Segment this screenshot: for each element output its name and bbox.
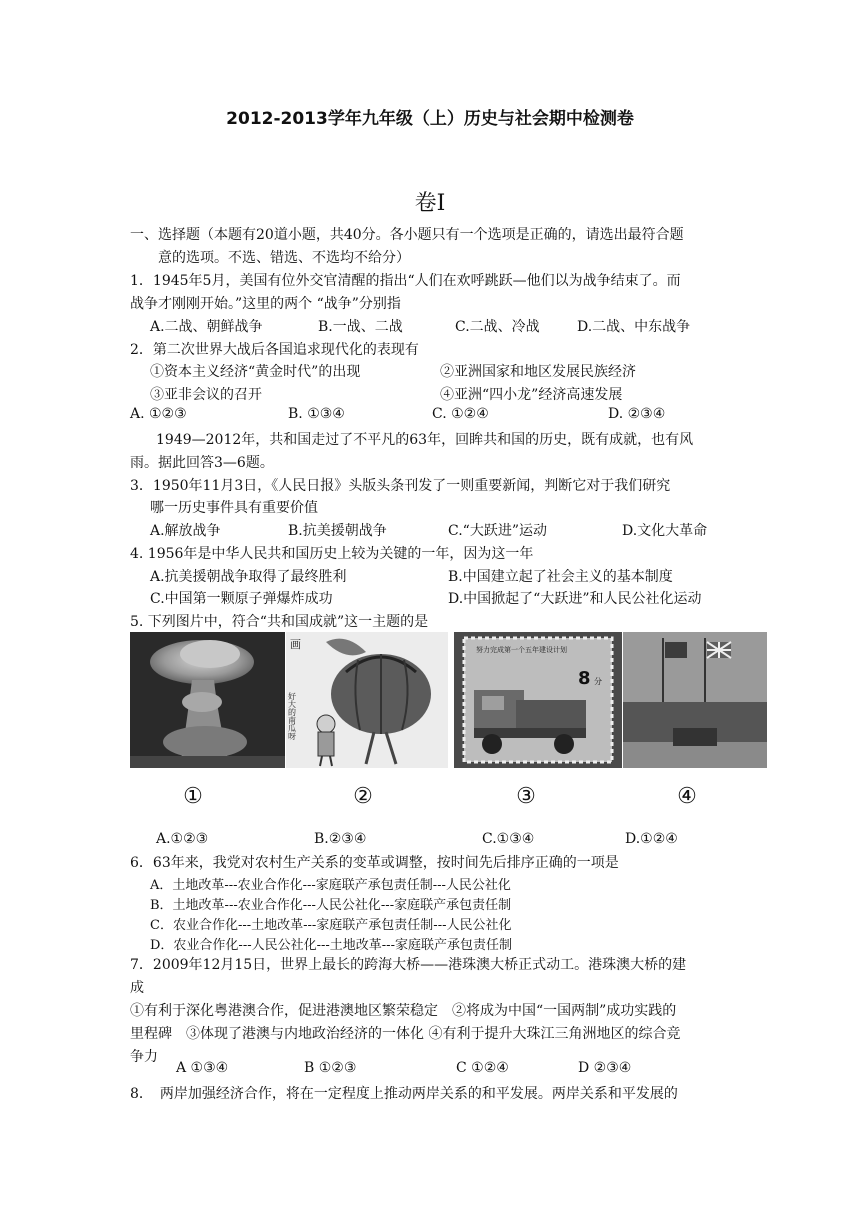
- q1-option-d: D.二战、中东战争: [577, 319, 691, 335]
- q3-stem-cont: 哪一历史事件具有重要价值: [150, 500, 318, 516]
- q5-option-c: C.①③④: [482, 831, 535, 847]
- q2-item-1: ①资本主义经济“黄金时代”的出现: [150, 364, 361, 380]
- page-title: 2012-2013学年九年级（上）历史与社会期中检测卷: [226, 109, 634, 129]
- q6-option-a: A．土地改革---农业合作化---家庭联产承包责任制---人民公社化: [150, 878, 511, 893]
- cartoon-title: 画: [290, 638, 301, 651]
- q3-option-a: A.解放战争: [150, 523, 221, 539]
- q6-option-c: C．农业合作化---土地改革---家庭联产承包责任制---人民公社化: [150, 918, 512, 933]
- q5-option-d: D.①②④: [625, 831, 678, 847]
- q1-stem-cont: 战争才刚刚开始。”这里的两个 “战争”分别指: [130, 296, 401, 312]
- stamp-unit: 分: [594, 677, 602, 686]
- q5-option-b: B.②③④: [314, 831, 367, 847]
- q1-stem: 1．1945年5月，美国有位外交官清醒的指出“人们在欢呼跳跃—他们以为战争结束了。而: [130, 273, 681, 289]
- image-label-2: ②: [353, 784, 373, 809]
- image-label-4: ④: [677, 784, 697, 809]
- stamp-value: 8: [578, 668, 591, 689]
- q2-option-b: B. ①③④: [288, 406, 345, 422]
- q6-option-d: D．农业合作化---人民公社化---土地改革---家庭联产承包责任制: [150, 938, 512, 953]
- q7-stem-cont: 成: [130, 980, 144, 996]
- q2-item-2: ②亚洲国家和地区发展民族经济: [440, 364, 636, 380]
- q5-option-a: A.①②③: [156, 831, 209, 847]
- q6-option-b: B．土地改革---农业合作化---人民公社化---家庭联产承包责任制: [150, 898, 512, 913]
- q4-option-a: A.抗美援朝战争取得了最终胜利: [150, 569, 347, 585]
- q1-option-b: B.一战、二战: [318, 319, 403, 335]
- q7-option-d: D ②③④: [578, 1060, 632, 1076]
- q3-option-b: B.抗美援朝战争: [288, 523, 387, 539]
- q3-option-c: C.“大跃进”运动: [448, 523, 547, 539]
- q2-option-d: D. ②③④: [608, 406, 666, 422]
- q7-option-c: C ①②④: [456, 1060, 509, 1076]
- q7-item-line-2: 里程碑 ③体现了港澳与内地政治经济的一体化 ④有利于提升大珠江三角洲地区的综合竞: [130, 1026, 681, 1042]
- cartoon-caption: 好大的南瓜呀: [287, 692, 297, 740]
- q2-option-a: A. ①②③: [130, 406, 187, 422]
- q2-item-3: ③亚非会议的召开: [150, 387, 262, 403]
- section-heading: 一、选择题（本题有20道小题，共40分。各小题只有一个选项是正确的，请选出最符合题: [130, 227, 684, 243]
- stamp-truck: [454, 632, 622, 768]
- intro-text-cont: 雨。据此回答3—6题。: [130, 455, 274, 471]
- q3-stem: 3．1950年11月3日，《人民日报》头版头条刊发了一则重要新闻，判断它对于我们研究: [130, 478, 671, 494]
- stamp-banner: 努力完成第一个五年建设计划: [476, 646, 567, 654]
- q4-option-c: C.中国第一颗原子弹爆炸成功: [150, 591, 333, 607]
- q3-option-d: D.文化大革命: [622, 523, 708, 539]
- q2-option-c: C. ①②④: [432, 406, 489, 422]
- volume-heading: 卷Ⅰ: [414, 191, 446, 216]
- q7-stem: 7．2009年12月15日，世界上最长的跨海大桥——港珠澳大桥正式动工。港珠澳大桥的建: [130, 957, 687, 973]
- section-heading-cont: 意的选项。不选、错选、不选均不给分）: [158, 250, 410, 266]
- q2-stem: 2．第二次世界大战后各国追求现代化的表现有: [130, 342, 419, 358]
- q1-option-a: A.二战、朝鲜战争: [150, 319, 263, 335]
- q4-option-b: B.中国建立起了社会主义的基本制度: [448, 569, 673, 585]
- intro-text: 1949—2012年，共和国走过了不平凡的63年，回眸共和国的历史，既有成就，也有风: [156, 432, 694, 448]
- q7-option-a: A ①③④: [176, 1060, 229, 1076]
- image-label-1: ①: [183, 784, 203, 809]
- q4-stem: 4. 1956年是中华人民共和国历史上较为关键的一年，因为这一年: [130, 546, 534, 562]
- q5-stem: 5. 下列图片中，符合“共和国成就”这一主题的是: [130, 614, 429, 630]
- q8-stem: 8． 两岸加强经济合作，将在一定程度上推动两岸关系的和平发展。两岸关系和平发展的: [130, 1086, 678, 1102]
- q7-item-line-1: ①有利于深化粤港澳合作，促进港澳地区繁荣稳定 ②将成为中国“一国两制”成功实践的: [130, 1003, 677, 1019]
- q7-item-line-3: 争力: [130, 1049, 158, 1065]
- q6-stem: 6．63年来，我党对农村生产关系的变革或调整，按时间先后排序正确的一项是: [130, 855, 619, 871]
- cartoon-pumpkin: [286, 632, 448, 768]
- photo-mushroom-cloud: [130, 632, 285, 768]
- q7-option-b: B ①②③: [304, 1060, 357, 1076]
- q1-option-c: C.二战、冷战: [455, 319, 540, 335]
- photo-handover-ceremony: [623, 632, 767, 768]
- q2-item-4: ④亚洲“四小龙”经济高速发展: [440, 387, 623, 403]
- q4-option-d: D.中国掀起了“大跃进”和人民公社化运动: [448, 591, 702, 607]
- image-label-3: ③: [516, 784, 536, 809]
